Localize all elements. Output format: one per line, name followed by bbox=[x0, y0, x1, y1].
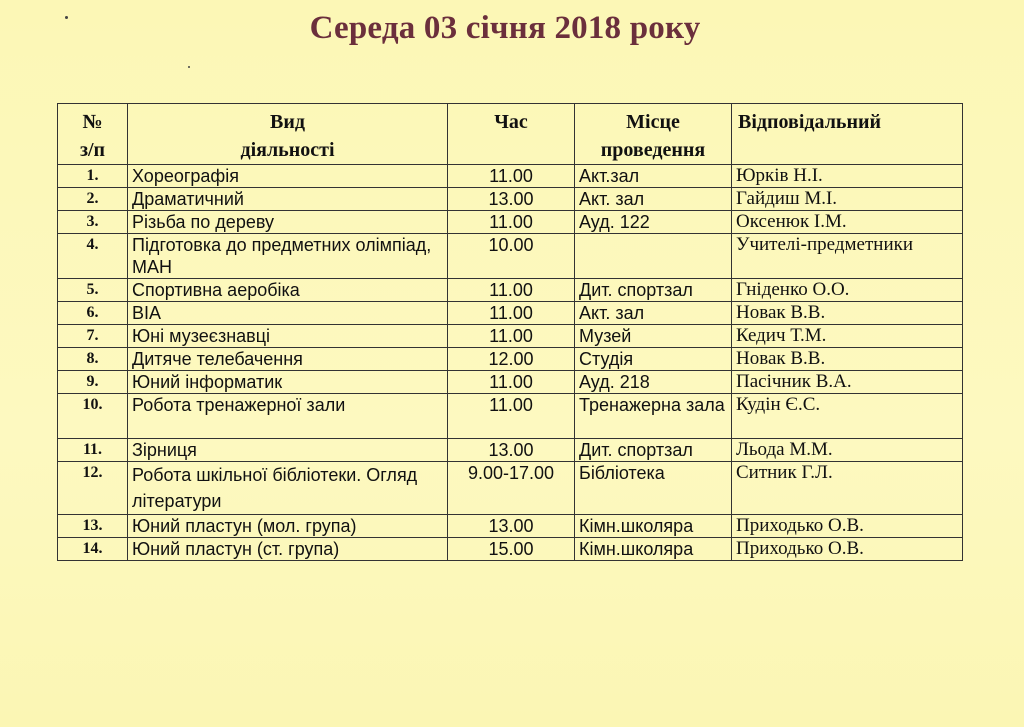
row-responsible: Ситник Г.Л. bbox=[732, 462, 963, 515]
row-responsible: Новак В.В. bbox=[732, 348, 963, 371]
row-place: Бібліотека bbox=[575, 462, 732, 515]
table-row bbox=[58, 439, 963, 462]
table-row bbox=[58, 279, 963, 302]
row-activity: Спортивна аеробіка bbox=[128, 279, 448, 302]
header-responsible-label: Відповідальний bbox=[738, 111, 882, 133]
header-activity-line2: діяльності bbox=[240, 139, 335, 161]
row-time: 11.00 bbox=[448, 165, 575, 188]
row-time: 10.00 bbox=[448, 234, 575, 279]
row-num: 12. bbox=[58, 462, 128, 515]
table-row bbox=[58, 234, 963, 279]
row-place bbox=[575, 234, 732, 279]
row-time: 9.00-17.00 bbox=[448, 462, 575, 515]
row-activity: Юні музеєзнавці bbox=[128, 325, 448, 348]
row-time: 11.00 bbox=[448, 394, 575, 439]
row-responsible: Оксенюк І.М. bbox=[732, 211, 963, 234]
table-row bbox=[58, 371, 963, 394]
table-row bbox=[58, 538, 963, 561]
header-time bbox=[448, 104, 575, 165]
row-responsible: Льода М.М. bbox=[732, 439, 963, 462]
row-responsible: Гніденко О.О. bbox=[732, 279, 963, 302]
table-row bbox=[58, 348, 963, 371]
page-title: Середа 03 січня 2018 року bbox=[309, 10, 701, 46]
row-num: 5. bbox=[58, 279, 128, 302]
row-place: Студія bbox=[575, 348, 732, 371]
table-row bbox=[58, 188, 963, 211]
row-activity: Дитяче телебачення bbox=[128, 348, 448, 371]
row-activity: Юний пластун (ст. група) bbox=[128, 538, 448, 561]
header-num-line2: з/п bbox=[79, 139, 106, 161]
table-row bbox=[58, 211, 963, 234]
row-time: 11.00 bbox=[448, 325, 575, 348]
row-num: 14. bbox=[58, 538, 128, 561]
row-time: 13.00 bbox=[448, 188, 575, 211]
row-activity: Робота тренажерної зали bbox=[128, 394, 448, 439]
row-responsible: Приходько О.В. bbox=[732, 538, 963, 561]
row-time: 11.00 bbox=[448, 211, 575, 234]
row-place: Кімн.школяра bbox=[575, 538, 732, 561]
table-row bbox=[58, 462, 963, 515]
scan-speck bbox=[188, 66, 190, 68]
row-responsible: Новак В.В. bbox=[732, 302, 963, 325]
header-place-line1: Місце bbox=[626, 111, 680, 133]
row-responsible: Кедич Т.М. bbox=[732, 325, 963, 348]
row-responsible: Приходько О.В. bbox=[732, 515, 963, 538]
row-time: 12.00 bbox=[448, 348, 575, 371]
table-row bbox=[58, 165, 963, 188]
row-responsible: Учителі-предметники bbox=[732, 234, 963, 279]
row-num: 7. bbox=[58, 325, 128, 348]
header-num-line1: № bbox=[82, 111, 103, 133]
row-num: 10. bbox=[58, 394, 128, 439]
table-header-row bbox=[58, 104, 963, 165]
row-activity: Робота шкільної бібліотеки. Огляд літератури bbox=[128, 462, 448, 515]
row-num: 4. bbox=[58, 234, 128, 279]
row-activity: Хореографія bbox=[128, 165, 448, 188]
row-activity: Різьба по дереву bbox=[128, 211, 448, 234]
header-time-label: Час bbox=[494, 111, 528, 133]
table-row bbox=[58, 302, 963, 325]
row-num: 13. bbox=[58, 515, 128, 538]
row-place: Дит. спортзал bbox=[575, 279, 732, 302]
header-activity-line1: Вид bbox=[270, 111, 305, 133]
row-time: 11.00 bbox=[448, 279, 575, 302]
row-time: 13.00 bbox=[448, 515, 575, 538]
row-place: Тренажерна зала bbox=[575, 394, 732, 439]
row-time: 13.00 bbox=[448, 439, 575, 462]
row-num: 6. bbox=[58, 302, 128, 325]
row-place: Ауд. 218 bbox=[575, 371, 732, 394]
row-responsible: Пасічник В.А. bbox=[732, 371, 963, 394]
row-place: Музей bbox=[575, 325, 732, 348]
row-activity: Юний пластун (мол. група) bbox=[128, 515, 448, 538]
row-time: 11.00 bbox=[448, 371, 575, 394]
row-time: 11.00 bbox=[448, 302, 575, 325]
row-place: Акт. зал bbox=[575, 188, 732, 211]
row-activity: Зірниця bbox=[128, 439, 448, 462]
row-num: 9. bbox=[58, 371, 128, 394]
row-time: 15.00 bbox=[448, 538, 575, 561]
row-responsible: Гайдиш М.І. bbox=[732, 188, 963, 211]
row-place: Кімн.школяра bbox=[575, 515, 732, 538]
header-place bbox=[575, 104, 732, 165]
header-num bbox=[58, 104, 128, 165]
row-num: 11. bbox=[58, 439, 128, 462]
row-activity: Підготовка до предметних олімпіад, МАН bbox=[128, 234, 448, 279]
header-place-line2: проведення bbox=[600, 139, 706, 161]
row-activity: ВІА bbox=[128, 302, 448, 325]
row-activity: Драматичний bbox=[128, 188, 448, 211]
header-responsible bbox=[732, 104, 963, 165]
row-place: Дит. спортзал bbox=[575, 439, 732, 462]
table-row bbox=[58, 325, 963, 348]
table-row bbox=[58, 515, 963, 538]
row-num: 8. bbox=[58, 348, 128, 371]
row-responsible: Юрків Н.І. bbox=[732, 165, 963, 188]
row-place: Акт.зал bbox=[575, 165, 732, 188]
row-activity: Юний інформатик bbox=[128, 371, 448, 394]
schedule-table bbox=[57, 103, 963, 561]
row-num: 1. bbox=[58, 165, 128, 188]
table-row bbox=[58, 394, 963, 439]
row-place: Ауд. 122 bbox=[575, 211, 732, 234]
row-place: Акт. зал bbox=[575, 302, 732, 325]
header-activity bbox=[128, 104, 448, 165]
row-responsible: Кудін Є.С. bbox=[732, 394, 963, 439]
row-num: 3. bbox=[58, 211, 128, 234]
row-num: 2. bbox=[58, 188, 128, 211]
